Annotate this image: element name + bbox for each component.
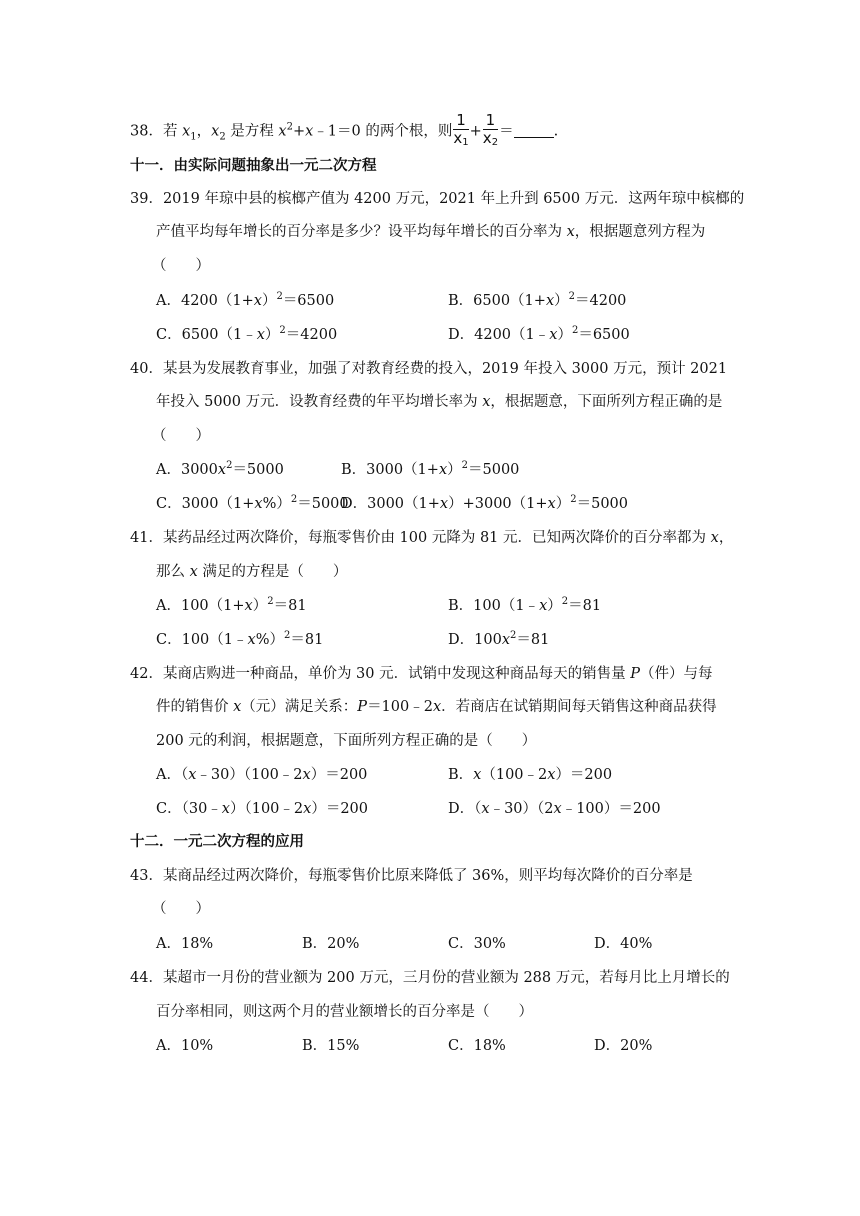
fraction-1-over-x1: $\frac{1}{x_1}$ <box>453 111 469 148</box>
option-44-b[interactable]: B．15% <box>302 1038 360 1054</box>
question-42-line3: 200 元的利润，根据题意，下面所列方程正确的是（ ） <box>156 733 537 749</box>
option-42-c[interactable]: C．（30﹣x）（100﹣2x）＝200 <box>156 801 369 817</box>
option-39-b[interactable]: B．$6500(1+x)^2=4200$ <box>448 291 627 309</box>
option-40-a[interactable]: A．$3000x^2=5000$ <box>156 460 284 478</box>
option-39-d[interactable]: D．4200（1﹣x）$^2$＝6500 <box>448 325 630 343</box>
option-44-a[interactable]: A．10% <box>156 1038 214 1054</box>
option-41-c[interactable]: C．100（1﹣x%）$^2$＝81 <box>156 630 324 648</box>
question-39-paren: （ ） <box>152 258 210 274</box>
question-44-line1: 44．某超市一月份的营业额为 200 万元，三月份的营业额为 288 万元，若每月比上月增长的 <box>130 970 730 986</box>
question-40-line2: 年投入 5000 万元．设教育经费的年平均增长率为 x，根据题意，下面所列方程正确的是 <box>156 394 723 410</box>
option-40-d[interactable]: D．$3000(1+x)+3000(1+x)^2=5000$ <box>341 494 628 512</box>
option-41-a[interactable]: A．$100(1+x)^2=81$ <box>156 596 307 614</box>
question-41-line2: 那么 x 满足的方程是（ ） <box>156 564 348 580</box>
question-43-paren: （ ） <box>152 901 210 917</box>
option-44-c[interactable]: C．18% <box>448 1038 506 1054</box>
option-40-c[interactable]: C．$3000(1+x\%)^2=5000$ <box>156 494 349 512</box>
question-40-line1: 40．某县为发展教育事业，加强了对教育经费的投入，2019 年投入 3000 万元，预计 2021 <box>130 361 728 377</box>
option-43-d[interactable]: D．40% <box>594 936 653 952</box>
option-42-b[interactable]: B．x（100﹣2x）＝200 <box>448 767 613 783</box>
question-44-line2: 百分率相同，则这两个月的营业额增长的百分率是（ ） <box>156 1004 533 1020</box>
option-39-a[interactable]: A．$4200(1+x)^2=6500$ <box>156 291 335 309</box>
question-39-line1: 39．2019 年琼中县的槟榔产值为 4200 万元，2021 年上升到 6500 万元．这两年琼中槟榔的 <box>130 191 745 207</box>
question-41-line1: 41．某药品经过两次降价，每瓶零售价由 100 元降为 81 元．已知两次降价的百分率都为 x， <box>130 530 734 546</box>
question-38: 38．若 $x_1$，$x_2$ 是方程 $x^2+x﹣1=0$ 的两个根，则 $\frac{1}{x_1}$ + $\frac{1}{x_2}$ ＝ . <box>130 112 558 151</box>
question-42-line1: 42．某商店购进一种商品，单价为 30 元．试销中发现这种商品每天的销售量 P（件）与每 <box>130 666 713 682</box>
question-40-paren: （ ） <box>152 428 210 444</box>
option-41-b[interactable]: B．100（1﹣x）$^2$＝81 <box>448 596 602 614</box>
question-43-line1: 43．某商品经过两次降价，每瓶零售价比原来降低了 36%，则平均每次降价的百分率是 <box>130 868 693 884</box>
option-39-c[interactable]: C．6500（1﹣x）$^2$＝4200 <box>156 325 338 343</box>
option-43-a[interactable]: A．18% <box>156 936 214 952</box>
option-43-b[interactable]: B．20% <box>302 936 360 952</box>
option-42-a[interactable]: A．（x﹣30）（100﹣2x）＝200 <box>156 767 368 783</box>
question-42-line2: 件的销售价 x（元）满足关系：P＝100﹣2x．若商店在试销期间每天销售这种商品获得 <box>156 699 717 715</box>
section-heading-12: 十二．一元二次方程的应用 <box>130 834 304 850</box>
option-42-d[interactable]: D．（x﹣30）（2x﹣100）＝200 <box>448 801 661 817</box>
option-44-d[interactable]: D．20% <box>594 1038 653 1054</box>
option-43-c[interactable]: C．30% <box>448 936 506 952</box>
section-heading-11: 十一．由实际问题抽象出一元二次方程 <box>130 158 377 174</box>
option-41-d[interactable]: D．$100x^2=81$ <box>448 630 550 648</box>
question-39-line2: 产值平均每年增长的百分率是多少？设平均每年增长的百分率为 x，根据题意列方程为 <box>156 224 706 240</box>
fraction-1-over-x2: $\frac{1}{x_2}$ <box>482 111 499 148</box>
answer-blank[interactable] <box>514 123 554 138</box>
option-40-b[interactable]: B．$3000(1+x)^2=5000$ <box>341 460 520 478</box>
